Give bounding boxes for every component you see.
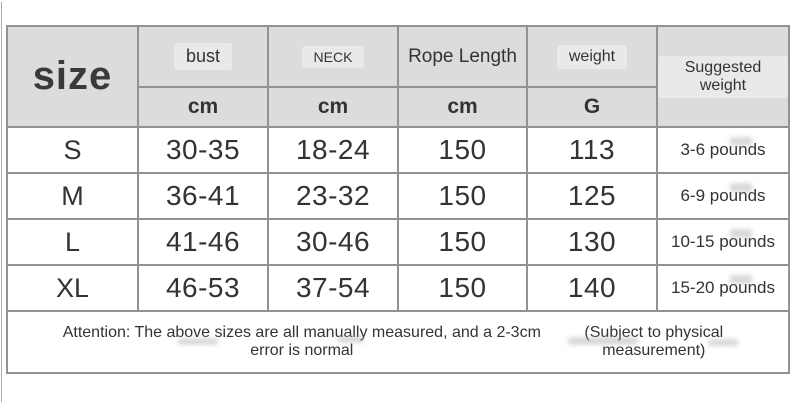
suggested-weight-text: 10-15 pounds [671,232,775,251]
suggested-weight-value [657,127,789,173]
size-value: M [7,173,138,219]
header-rope-length [398,26,527,87]
bust-value: 46-53 [138,265,268,311]
header-bust [138,26,268,87]
size-value: L [7,219,138,265]
table-row-s [7,127,789,173]
rope-length-value: 150 [398,265,527,311]
weight-value: 130 [527,219,657,265]
attention-note: Attention: The above sizes are all manually measured, and a 2-3cm error is normal [62,324,541,359]
table-row-xl [7,265,789,311]
weight-value: 140 [527,265,657,311]
footer-note-cell [7,311,789,373]
weight-value: 125 [527,173,657,219]
neck-value: 37-54 [268,265,398,311]
weight-unit-label: G [583,95,601,118]
header-row-labels [7,26,789,87]
suggested-weight-value [657,219,789,265]
header-suggested-weight [657,26,789,127]
neck-value: 18-24 [268,127,398,173]
rope-length-value: 150 [398,219,527,265]
table-row-m [7,173,789,219]
weight-header-label: weight [557,45,627,69]
bust-header-label: bust [174,43,232,70]
measurement-note: (Subject to physical measurement) [584,324,724,359]
size-value: S [7,127,138,173]
table-footer-row [7,311,789,373]
neck-unit-cell [268,87,398,127]
rope-unit-cell [398,87,527,127]
header-neck [268,26,398,87]
header-weight [527,26,657,87]
bust-value: 30-35 [138,127,268,173]
suggested-weight-value [657,265,789,311]
size-value: XL [7,265,138,311]
rope-length-value: 150 [398,127,527,173]
suggested-weight-value [657,173,789,219]
suggested-weight-header-label: Suggested weight [658,56,788,98]
weight-value: 113 [527,127,657,173]
bust-unit-label: cm [187,95,219,118]
header-size [7,26,138,127]
neck-value: 23-32 [268,173,398,219]
rope-unit-label: cm [447,95,478,118]
bust-unit-cell [138,87,268,127]
size-header-label: size [32,54,113,98]
neck-header-label: NECK [302,46,365,68]
suggested-weight-text: 6-9 pounds [680,186,766,205]
weight-unit-cell [527,87,657,127]
footer-note-content [8,324,788,360]
rope-length-value: 150 [398,173,527,219]
size-chart-table [6,25,790,374]
table-row-l [7,219,789,265]
neck-value: 30-46 [268,219,398,265]
suggested-weight-text: 3-6 pounds [680,140,766,159]
page-edge-artifact-line [1,2,2,402]
neck-unit-label: cm [317,95,349,118]
bust-value: 36-41 [138,173,268,219]
bust-value: 41-46 [138,219,268,265]
suggested-weight-text: 15-20 pounds [671,278,775,297]
rope-length-header-label: Rope Length [408,45,517,67]
